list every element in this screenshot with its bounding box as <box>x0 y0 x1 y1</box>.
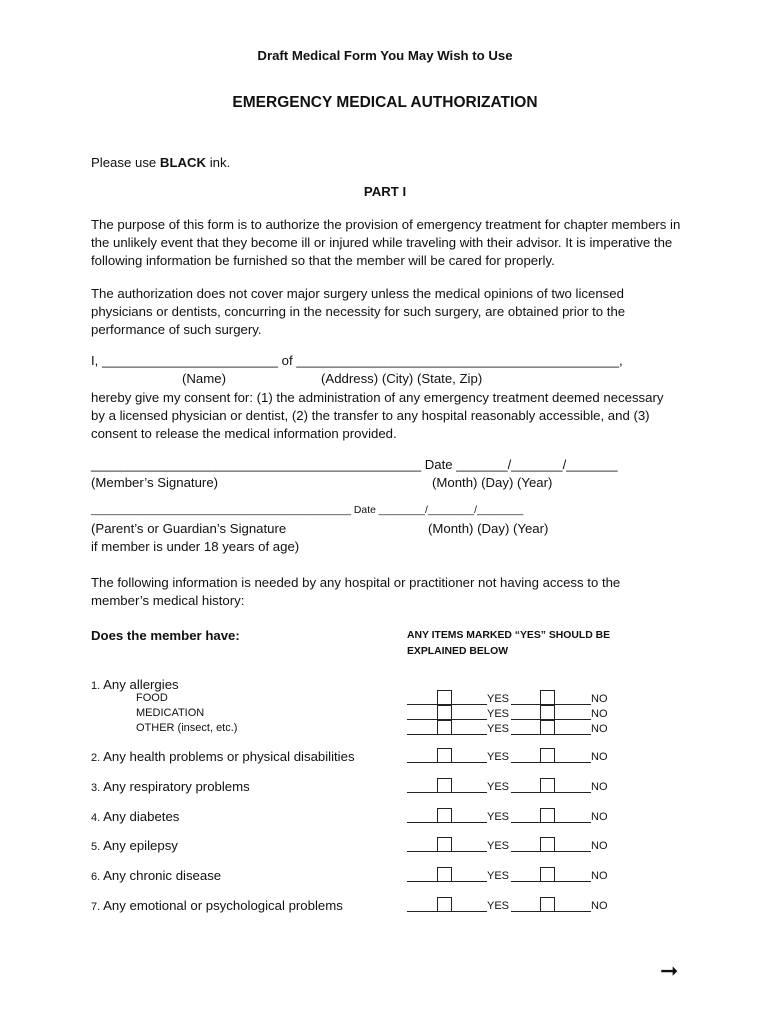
purpose-paragraph: The purpose of this form is to authorize the provision of emergency treatment for chapter members in the unlikely event that they become ill or injured while traveling with their advisor. It is imperative the following information be furnished so that the member will be cared for properly. <box>91 217 681 268</box>
yes-label: YES <box>487 781 510 793</box>
no-label: NO <box>591 751 608 763</box>
name-label: (Name) <box>182 371 226 386</box>
checkbox-no-chronic-disease[interactable] <box>540 867 555 882</box>
yes-label: YES <box>487 900 510 912</box>
allergy-other-label: OTHER (insect, etc.) <box>136 722 238 734</box>
next-page-arrow-icon: ➞ <box>660 958 679 983</box>
allergy-medication-label: MEDICATION <box>136 707 205 719</box>
member-signature-line[interactable]: _____________________________________________ Date _______/_______/_______ <box>91 457 618 472</box>
address-label: (Address) (City) (State, Zip) <box>321 371 483 386</box>
parent-signature-line[interactable]: _____________________________________________ Date ________/________/________ <box>91 505 524 516</box>
yes-label: YES <box>487 708 510 720</box>
yes-label: YES <box>487 811 510 823</box>
question-health-problems: 2. Any health problems or physical disabilities <box>91 749 355 764</box>
parent-date-label: (Month) (Day) (Year) <box>428 521 549 536</box>
question-chronic-disease: 6. Any chronic disease <box>91 868 222 883</box>
parent-signature-label: (Parent’s or Guardian’s Signature <box>91 521 287 536</box>
no-label: NO <box>591 723 608 735</box>
explain-note-line-2: EXPLAINED BELOW <box>407 646 509 657</box>
checkbox-yes-respiratory[interactable] <box>437 778 452 793</box>
consent-name-line[interactable]: I, ________________________ of ____________________________________________, <box>91 353 623 368</box>
checkbox-no-medication[interactable] <box>540 705 555 720</box>
ink-instruction: Please use BLACK ink. <box>91 155 231 170</box>
form-title: EMERGENCY MEDICAL AUTHORIZATION <box>232 94 538 111</box>
checkbox-yes-diabetes[interactable] <box>437 808 452 823</box>
question-emotional: 7. Any emotional or psychological problems <box>91 898 343 913</box>
member-date-label: (Month) (Day) (Year) <box>432 475 553 490</box>
history-paragraph: The following information is needed by any hospital or practitioner not having access to the member’s medical history: <box>91 575 621 608</box>
consent-paragraph: hereby give my consent for: (1) the administration of any emergency treatment deemed necessary by a licensed physician or dentist, (2) the transfer to any hospital reasonably accessible, and (3) consent to release the medical information provided. <box>91 390 664 441</box>
no-label: NO <box>591 781 608 793</box>
checkbox-yes-medication[interactable] <box>437 705 452 720</box>
no-label: NO <box>591 708 608 720</box>
no-label: NO <box>591 870 608 882</box>
checkbox-no-epilepsy[interactable] <box>540 837 555 852</box>
no-label: NO <box>591 693 608 705</box>
checkbox-no-emotional[interactable] <box>540 897 555 912</box>
checkbox-no-health-problems[interactable] <box>540 748 555 763</box>
question-epilepsy: 5. Any epilepsy <box>91 838 178 853</box>
yes-label: YES <box>487 723 510 735</box>
ink-color: BLACK <box>159 155 207 170</box>
checkbox-no-diabetes[interactable] <box>540 808 555 823</box>
no-label: NO <box>591 840 608 852</box>
checkbox-yes-health-problems[interactable] <box>437 748 452 763</box>
checkbox-no-respiratory[interactable] <box>540 778 555 793</box>
yes-label: YES <box>487 693 510 705</box>
yes-label: YES <box>487 870 510 882</box>
member-signature-label: (Member’s Signature) <box>91 475 219 490</box>
draft-title: Draft Medical Form You May Wish to Use <box>257 48 513 63</box>
question-diabetes: 4. Any diabetes <box>91 809 180 824</box>
questions-heading: Does the member have: <box>91 628 240 643</box>
checkbox-yes-other[interactable] <box>437 720 452 735</box>
parent-signature-label-2: if member is under 18 years of age) <box>91 539 300 554</box>
checkbox-yes-emotional[interactable] <box>437 897 452 912</box>
authorization-paragraph: The authorization does not cover major surgery unless the medical opinions of two licensed physicians or dentists, concurring in the necessity for such surgery, are obtained prior to the performance of such surgery. <box>91 286 626 337</box>
yes-label: YES <box>487 751 510 763</box>
checkbox-yes-epilepsy[interactable] <box>437 837 452 852</box>
question-allergies: 1. Any allergies <box>91 677 179 692</box>
yes-label: YES <box>487 840 510 852</box>
allergy-food-label: FOOD <box>136 692 168 704</box>
checkbox-yes-food[interactable] <box>437 690 452 705</box>
part-heading: PART I <box>363 184 407 199</box>
no-label: NO <box>591 900 608 912</box>
checkbox-no-other[interactable] <box>540 720 555 735</box>
explain-note-line-1: ANY ITEMS MARKED “YES” SHOULD BE <box>407 630 611 641</box>
checkbox-yes-chronic-disease[interactable] <box>437 867 452 882</box>
no-label: NO <box>591 811 608 823</box>
question-respiratory: 3. Any respiratory problems <box>91 779 250 794</box>
checkbox-no-food[interactable] <box>540 690 555 705</box>
